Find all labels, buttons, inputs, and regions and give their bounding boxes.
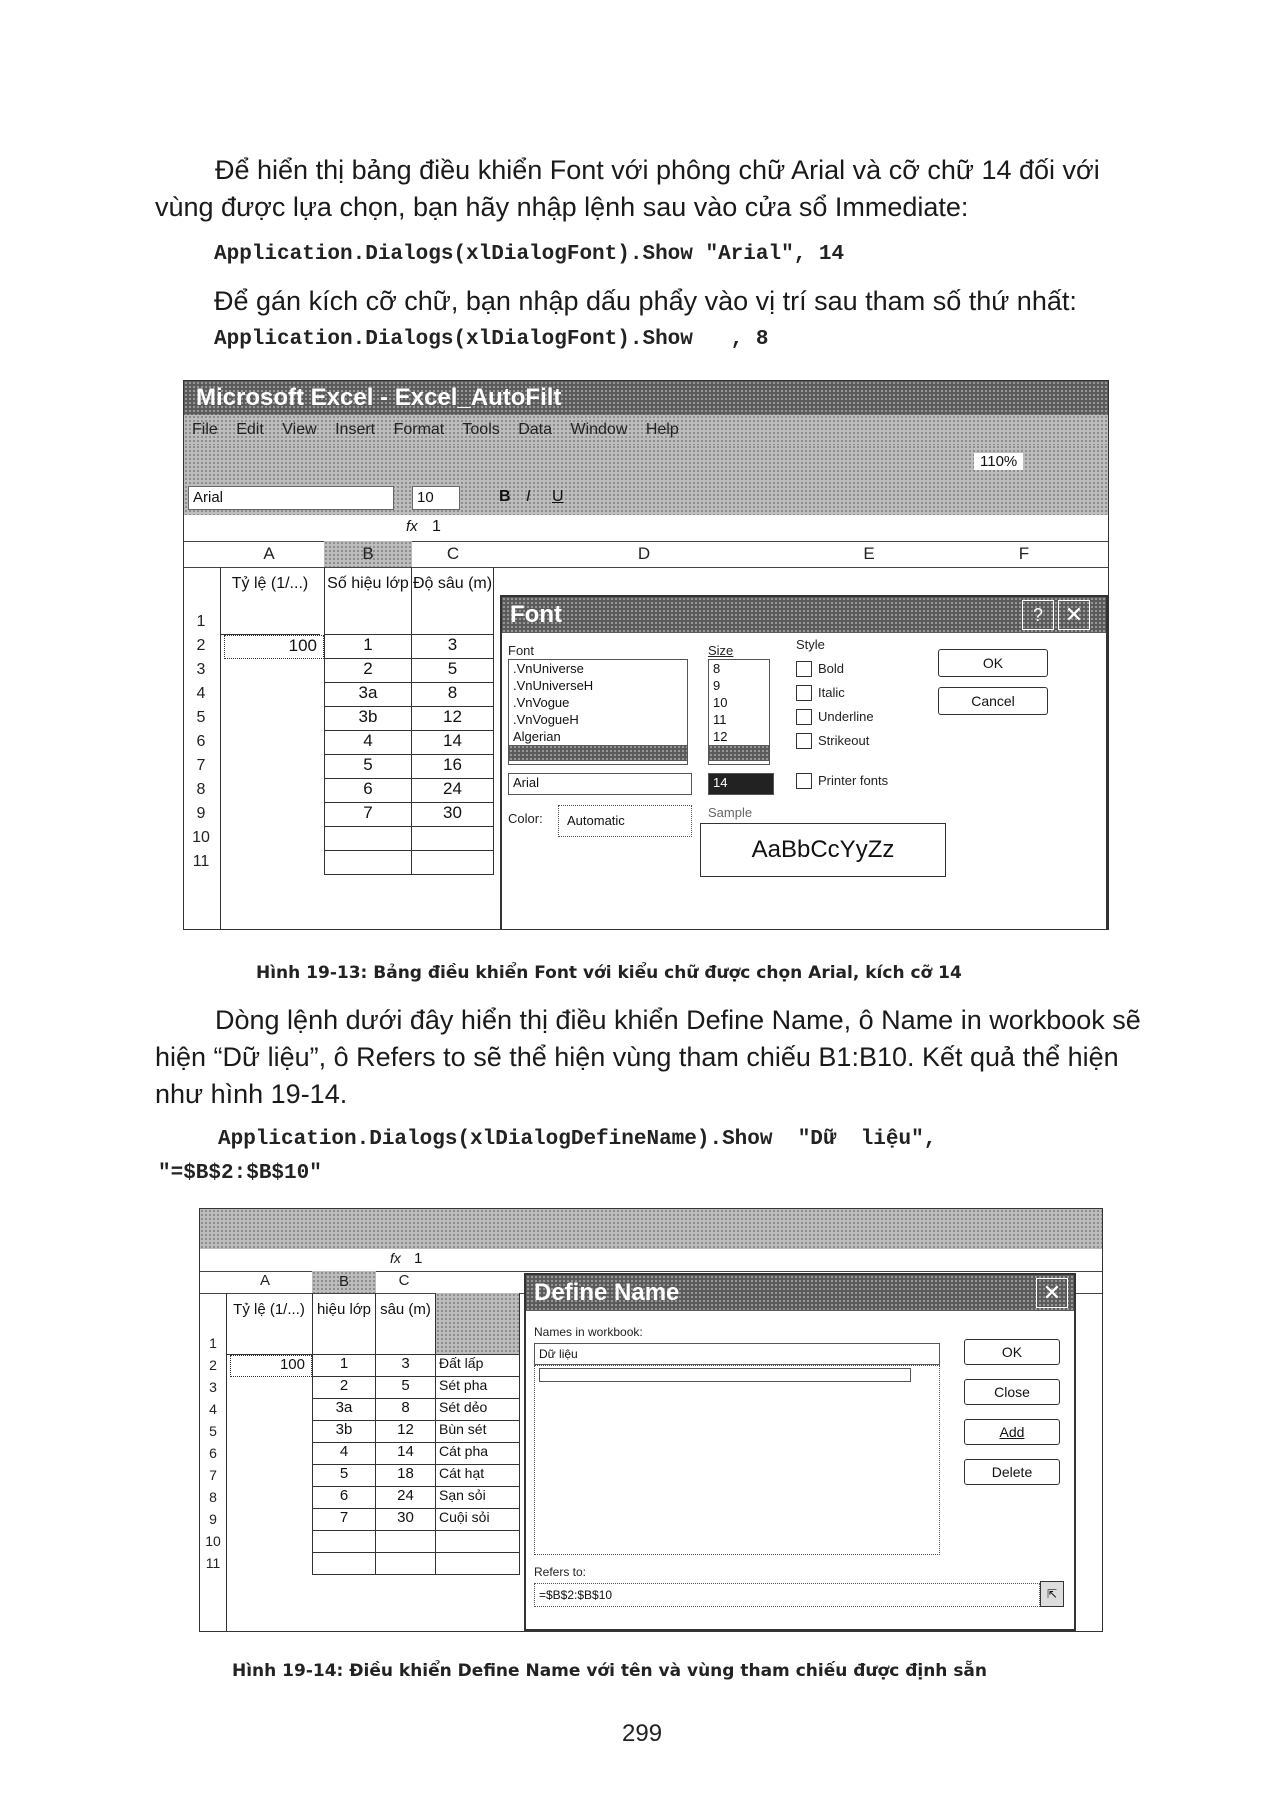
underline-icon[interactable]: U (552, 488, 564, 505)
close-icon[interactable]: ✕ (1036, 1278, 1068, 1308)
row-header-1[interactable]: 1 (209, 1335, 217, 1351)
cell-c4[interactable]: 8 (412, 683, 494, 707)
cell-c9[interactable]: 30 (412, 803, 494, 827)
row-header-11[interactable]: 11 (192, 853, 210, 870)
name-input[interactable]: Dữ liệu (534, 1343, 940, 1365)
cell-b3[interactable]: 2 (312, 1377, 376, 1399)
row-header-5[interactable]: 5 (196, 709, 206, 726)
cell-b2[interactable]: 1 (312, 1355, 376, 1377)
italic-icon[interactable]: I (526, 488, 531, 505)
refers-to-input[interactable]: =$B$2:$B$10 (534, 1583, 1040, 1607)
size-list-item[interactable]: 9 (713, 678, 721, 693)
row-header-9[interactable]: 9 (209, 1511, 217, 1527)
cell-d6[interactable]: Cát pha (436, 1443, 520, 1465)
row-header-8[interactable]: 8 (209, 1489, 217, 1505)
code-line-3a: Application.Dialogs(xlDialogDefineName).Show "Dữ liệu", (218, 1128, 937, 1151)
col-header-a[interactable]: A (259, 1272, 270, 1289)
col-header-e[interactable]: E (863, 544, 875, 563)
cell-c9[interactable]: 30 (376, 1509, 436, 1531)
close-icon[interactable]: ✕ (1058, 600, 1090, 630)
cell-c8[interactable]: 24 (412, 779, 494, 803)
col-header-d[interactable]: D (637, 544, 651, 563)
cell-b9[interactable]: 7 (312, 1509, 376, 1531)
figure-font-dialog (183, 380, 1109, 930)
names-in-workbook-label: Names in workbook: (534, 1325, 643, 1339)
size-list[interactable] (708, 659, 770, 765)
cell-b7[interactable]: 5 (312, 1465, 376, 1487)
excel-title-bar: Microsoft Excel - Excel_AutoFilt (184, 381, 1108, 415)
size-list-item[interactable]: 12 (713, 729, 728, 744)
cell-b4[interactable]: 3a (312, 1399, 376, 1421)
size-input[interactable]: 14 (708, 773, 774, 795)
cell-b10[interactable] (312, 1531, 376, 1553)
paragraph-1: Để hiển thị bảng điều khiển Font với phông chữ Arial và cỡ chữ 14 đối với vùng được lựa chọn, bạn hãy nhập lệnh sau vào cửa sổ Immediate: (155, 155, 1100, 222)
row-header-11[interactable]: 11 (205, 1555, 221, 1571)
cell-c1[interactable]: Độ sâu (m) (412, 567, 494, 635)
style-label: Style (796, 637, 825, 652)
cell-d10[interactable] (436, 1531, 520, 1553)
cell-b3[interactable]: 2 (324, 659, 412, 683)
column-header-row (184, 541, 1108, 568)
col-header-a[interactable]: A (263, 544, 275, 563)
row-header-7[interactable]: 7 (209, 1467, 217, 1483)
cell-b7[interactable]: 5 (324, 755, 412, 779)
menu-insert[interactable]: Insert (335, 421, 376, 438)
cell-d3[interactable]: Sét pha (436, 1377, 520, 1399)
cell-d1[interactable] (436, 1293, 520, 1355)
size-list-item[interactable]: 11 (713, 712, 727, 727)
code-line-1: Application.Dialogs(xlDialogFont).Show "Arial", 14 (214, 243, 845, 266)
cell-d11[interactable] (436, 1553, 520, 1575)
size-list-item[interactable]: 8 (713, 661, 721, 676)
col-header-f[interactable]: F (1018, 544, 1030, 563)
cell-d9[interactable]: Cuội sỏi (436, 1509, 520, 1531)
page-number: 299 (622, 1720, 663, 1747)
formula-value-2[interactable]: 1 (414, 1250, 423, 1267)
menu-format[interactable]: Format (393, 421, 445, 438)
row-header-9[interactable]: 9 (196, 805, 206, 822)
font-input[interactable]: Arial (508, 773, 692, 795)
cell-a1[interactable]: Tỷ lệ (1/...) (220, 567, 320, 635)
font-size-box[interactable]: 10 (412, 486, 460, 510)
cell-c10[interactable] (412, 827, 494, 851)
cell-b9[interactable]: 7 (324, 803, 412, 827)
font-list[interactable] (508, 659, 688, 765)
cell-c2[interactable]: 3 (376, 1355, 436, 1377)
row-header-10[interactable]: 10 (205, 1533, 221, 1549)
cell-c10[interactable] (376, 1531, 436, 1553)
cell-b2[interactable]: 1 (324, 635, 412, 659)
caption-figure-19-13: Hình 19-13: Bảng điều khiển Font với kiểu chữ được chọn Arial, kích cỡ 14 (256, 963, 962, 983)
row-header-4[interactable]: 4 (196, 685, 206, 702)
sample-preview: AaBbCcYyZz (700, 823, 946, 877)
cell-b10[interactable] (324, 827, 412, 851)
cell-d7[interactable]: Cát hạt (436, 1465, 520, 1487)
strikeout-label: Strikeout (818, 733, 870, 748)
size-list-selected[interactable] (709, 745, 769, 761)
cancel-button[interactable]: Cancel (938, 687, 1048, 715)
formula-value[interactable]: 1 (432, 518, 441, 535)
cell-d8[interactable]: Sạn sỏi (436, 1487, 520, 1509)
sample-label: Sample (708, 805, 753, 820)
names-list-item[interactable] (539, 1368, 911, 1382)
row-header-7[interactable]: 7 (196, 757, 206, 774)
row-header-6[interactable]: 6 (209, 1445, 217, 1461)
color-dropdown[interactable]: Automatic (558, 805, 692, 837)
caption-figure-19-14: Hình 19-14: Điều khiển Define Name với tên và vùng tham chiếu được định sẵn (232, 1661, 988, 1681)
cell-d5[interactable]: Bùn sét (436, 1421, 520, 1443)
delete-button[interactable]: Delete (964, 1459, 1060, 1485)
paragraph-2: Để gán kích cỡ chữ, bạn nhập dấu phẩy vào vị trí sau tham số thứ nhất: (214, 286, 1077, 316)
menu-tools[interactable]: Tools (462, 421, 500, 438)
menu-file[interactable]: File (192, 421, 218, 438)
bold-icon[interactable]: B (499, 488, 511, 505)
font-list-item[interactable]: Algerian (513, 729, 561, 744)
row-header-divider-2 (226, 1293, 227, 1631)
row-header-3[interactable]: 3 (209, 1379, 217, 1395)
cell-b6[interactable]: 4 (312, 1443, 376, 1465)
row-header-6[interactable]: 6 (196, 733, 206, 750)
row-header-3[interactable]: 3 (196, 661, 206, 678)
menu-view[interactable]: View (282, 421, 317, 438)
cell-d2[interactable]: Đất lấp (436, 1355, 520, 1377)
code-line-2: Application.Dialogs(xlDialogFont).Show , 8 (214, 328, 769, 351)
standard-toolbar (184, 445, 1108, 481)
ok-button[interactable]: OK (964, 1339, 1060, 1365)
cell-c6[interactable]: 14 (412, 731, 494, 755)
col-header-c[interactable]: C (398, 1272, 410, 1289)
menu-edit[interactable]: Edit (236, 421, 264, 438)
collapse-dialog-icon[interactable]: ⇱ (1040, 1581, 1064, 1607)
cell-c8[interactable]: 24 (376, 1487, 436, 1509)
define-name-dialog (524, 1273, 1076, 1631)
cell-c5[interactable]: 12 (376, 1421, 436, 1443)
cell-c5[interactable]: 12 (412, 707, 494, 731)
cell-c2[interactable]: 3 (412, 635, 494, 659)
row-header-2[interactable]: 2 (209, 1357, 217, 1373)
cell-c6[interactable]: 14 (376, 1443, 436, 1465)
col-header-b[interactable]: B (324, 541, 412, 567)
ok-button[interactable]: OK (938, 649, 1048, 677)
cell-a2[interactable]: 100 (224, 635, 324, 659)
menu-help[interactable]: Help (645, 421, 679, 438)
row-header-4[interactable]: 4 (209, 1401, 217, 1417)
font-dialog-title: Font (502, 597, 1106, 633)
printer-fonts-checkbox[interactable] (796, 773, 812, 789)
size-list-item[interactable]: 10 (713, 695, 728, 710)
size-label: Size (708, 643, 734, 658)
cell-c11[interactable] (376, 1553, 436, 1575)
row-header-2[interactable]: 2 (196, 637, 206, 654)
formatting-toolbar-2 (200, 1209, 1102, 1249)
cell-c11[interactable] (412, 851, 494, 875)
close-button[interactable]: Close (964, 1379, 1060, 1405)
formatting-toolbar (184, 481, 1108, 515)
underline-label: Underline (818, 709, 874, 724)
cell-b8[interactable]: 6 (324, 779, 412, 803)
paragraph-3: Dòng lệnh dưới đây hiển thị điều khiển Define Name, ô Name in workbook sẽ hiện “Dữ liệu”, ô Refers to sẽ thể hiện vùng tham chiếu B1:B10. Kết quả thể hiện như hình 19-14. (155, 1005, 1141, 1109)
printer-fonts-label: Printer fonts (818, 773, 889, 788)
italic-checkbox[interactable] (796, 685, 812, 701)
col-header-b[interactable]: B (312, 1271, 376, 1293)
add-button[interactable]: Add (964, 1419, 1060, 1445)
cell-b8[interactable]: 6 (312, 1487, 376, 1509)
cell-d4[interactable]: Sét dẻo (436, 1399, 520, 1421)
cell-b4[interactable]: 3a (324, 683, 412, 707)
cell-b6[interactable]: 4 (324, 731, 412, 755)
formula-bar (184, 515, 1108, 542)
font-list-item[interactable]: .VnVogueH (513, 712, 579, 727)
cell-b5[interactable]: 3b (324, 707, 412, 731)
font-list-selected[interactable] (509, 745, 687, 761)
col-header-c[interactable]: C (446, 544, 460, 563)
define-name-title: Define Name (526, 1275, 1074, 1311)
cell-b1[interactable]: Số hiệu lớp (324, 567, 412, 635)
font-label: Font (508, 643, 535, 658)
cell-c4[interactable]: 8 (376, 1399, 436, 1421)
row-header-1[interactable]: 1 (196, 613, 206, 630)
code-line-3b: "=$B$2:$B$10" (158, 1162, 322, 1185)
row-header-10[interactable]: 10 (192, 829, 210, 846)
cell-a2[interactable]: 100 (230, 1355, 312, 1377)
formula-bar-2 (200, 1249, 1102, 1272)
cell-c3[interactable]: 5 (376, 1377, 436, 1399)
help-icon[interactable]: ? (1022, 600, 1054, 630)
underline-checkbox[interactable] (796, 709, 812, 725)
menu-data[interactable]: Data (518, 421, 553, 438)
italic-label: Italic (818, 685, 845, 700)
bold-checkbox[interactable] (796, 661, 812, 677)
font-dialog (500, 595, 1108, 930)
cell-a1[interactable]: Tỷ lệ (1/...) (226, 1293, 312, 1355)
menu-window[interactable]: Window (570, 421, 628, 438)
names-list[interactable] (534, 1365, 940, 1555)
font-name-box[interactable]: Arial (188, 486, 394, 510)
fx-icon: fx (390, 1250, 401, 1266)
row-header-8[interactable]: 8 (196, 781, 206, 798)
zoom-box[interactable]: 110% (974, 453, 1023, 470)
cell-c3[interactable]: 5 (412, 659, 494, 683)
bold-label: Bold (818, 661, 845, 676)
color-label: Color: (508, 811, 543, 826)
font-list-item[interactable]: .VnUniverse (513, 661, 584, 676)
cell-c1[interactable]: sâu (m) (376, 1293, 436, 1355)
font-list-item[interactable]: .VnVogue (513, 695, 570, 710)
excel-menu-bar (184, 415, 1108, 445)
row-header-divider (220, 567, 221, 929)
cell-b1[interactable]: hiệu lớp (312, 1293, 376, 1355)
fx-icon: fx (406, 518, 418, 535)
cell-c7[interactable]: 16 (412, 755, 494, 779)
refers-to-label: Refers to: (534, 1565, 587, 1579)
cell-b11[interactable] (312, 1553, 376, 1575)
sheet-grid (184, 567, 494, 929)
row-header-5[interactable]: 5 (209, 1423, 217, 1439)
cell-c7[interactable]: 18 (376, 1465, 436, 1487)
font-list-item[interactable]: .VnUniverseH (513, 678, 594, 693)
figure-define-name-dialog (199, 1208, 1103, 1632)
sheet-grid-2 (200, 1293, 520, 1631)
cell-b5[interactable]: 3b (312, 1421, 376, 1443)
strikeout-checkbox[interactable] (796, 733, 812, 749)
cell-b11[interactable] (324, 851, 412, 875)
